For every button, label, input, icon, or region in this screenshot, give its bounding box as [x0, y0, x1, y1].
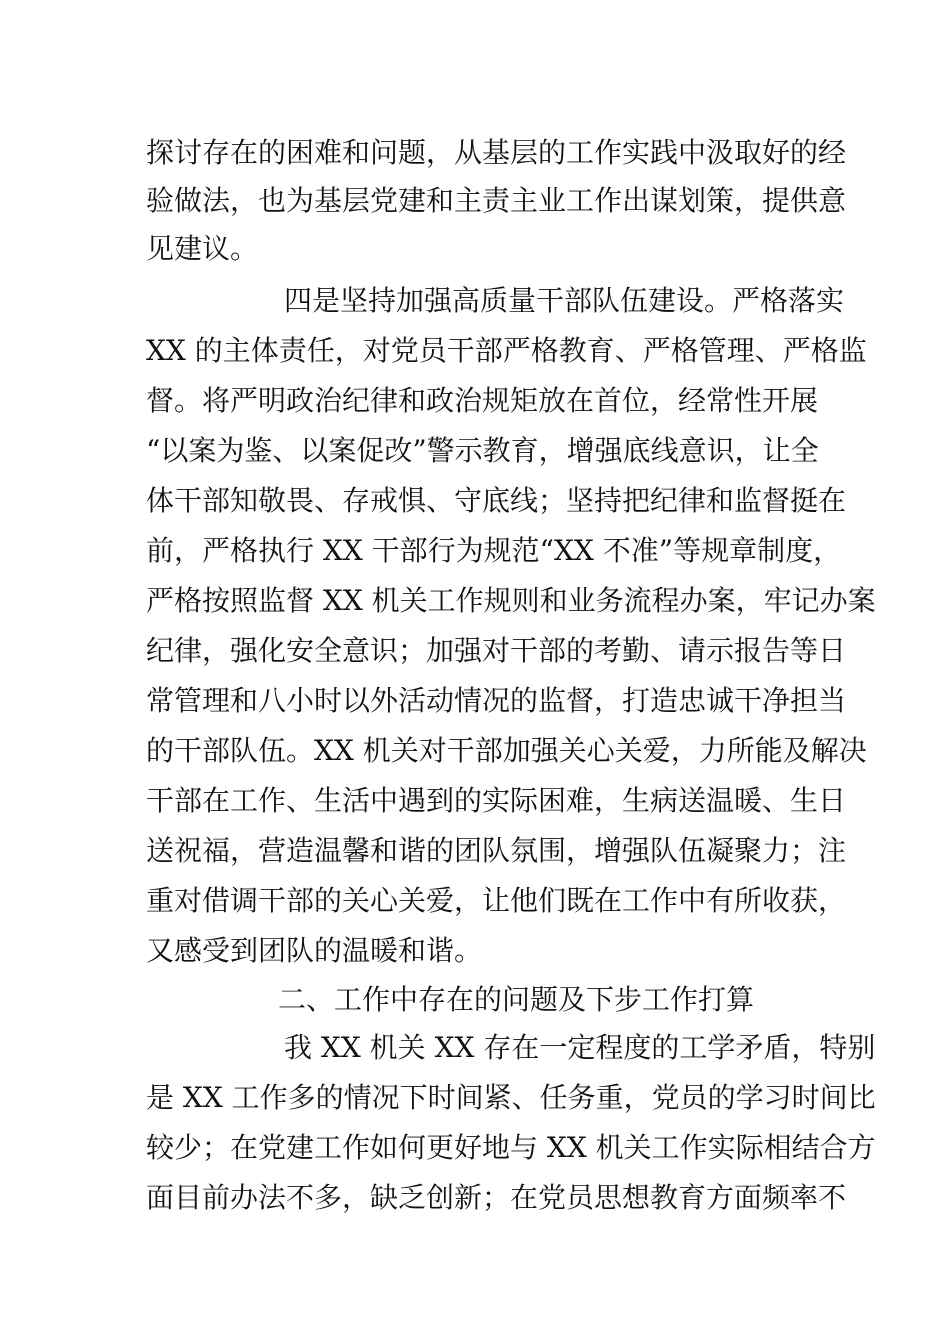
text-line: 面目前办法不多，缺乏创新；在党员思想教育方面频率不: [146, 1181, 847, 1214]
section-heading: 二、工作中存在的问题及下步工作打算: [278, 983, 755, 1016]
text-line: 我 XX 机关 XX 存在一定程度的工学矛盾，特别: [284, 1031, 876, 1064]
text-line: 体干部知敬畏、存戒惧、守底线；坚持把纪律和监督挺在: [146, 484, 847, 517]
text-line: 干部在工作、生活中遇到的实际困难，生病送温暖、生日: [146, 784, 847, 817]
text-line: 送祝福，营造温馨和谐的团队氛围，增强队伍凝聚力；注: [146, 834, 847, 867]
text-line: 探讨存在的困难和问题，从基层的工作实践中汲取好的经: [146, 136, 847, 169]
text-line: 验做法，也为基层党建和主责主业工作出谋划策，提供意: [146, 184, 847, 217]
text-line: 重对借调干部的关心关爱，让他们既在工作中有所收获，: [146, 884, 847, 917]
text-line: “以案为鉴、以案促改”警示教育，增强底线意识，让全: [146, 434, 819, 467]
text-line: 督。将严明政治纪律和政治规矩放在首位，经常性开展: [146, 384, 819, 417]
text-line: 常管理和八小时以外活动情况的监督，打造忠诚干净担当: [146, 684, 847, 717]
text-line: 是 XX 工作多的情况下时间紧、任务重，党员的学习时间比: [146, 1081, 876, 1114]
text-line: 纪律，强化安全意识；加强对干部的考勤、请示报告等日: [146, 634, 847, 667]
text-line: 见建议。: [146, 232, 259, 265]
text-line: 较少；在党建工作如何更好地与 XX 机关工作实际相结合方: [146, 1131, 876, 1164]
text-line: XX 的主体责任，对党员干部严格教育、严格管理、严格监: [146, 334, 867, 367]
text-line: 的干部队伍。XX 机关对干部加强关心关爱，力所能及解决: [146, 734, 867, 767]
text-line: 严格按照监督 XX 机关工作规则和业务流程办案，牢记办案: [146, 584, 876, 617]
text-line: 又感受到团队的温暖和谐。: [146, 934, 483, 967]
text-line: 四是坚持加强高质量干部队伍建设。严格落实: [284, 284, 845, 317]
text-line: 前，严格执行 XX 干部行为规范“XX 不准”等规章制度，: [146, 534, 842, 567]
